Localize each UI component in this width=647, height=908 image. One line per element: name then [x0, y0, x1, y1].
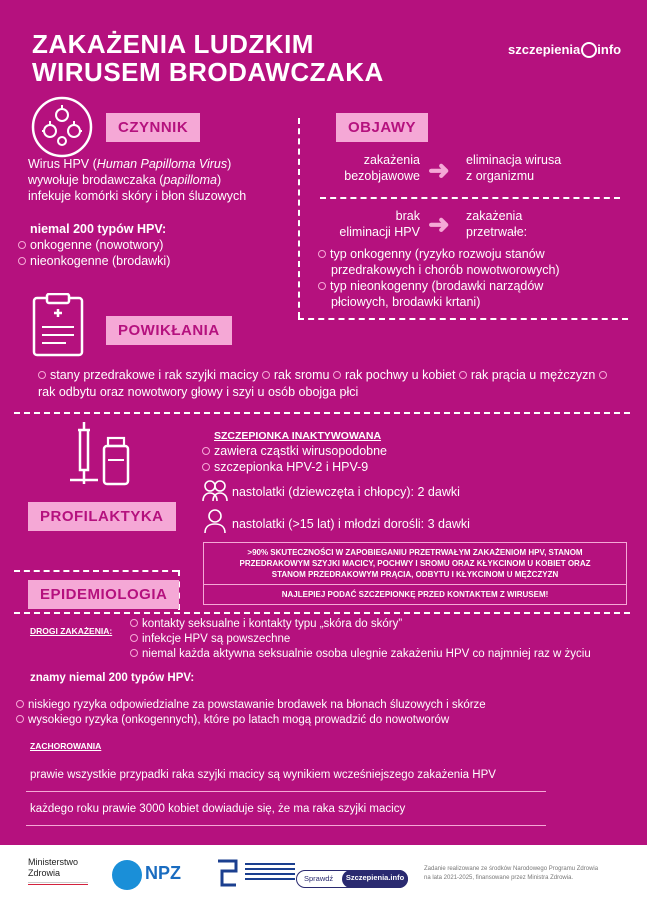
case-1: prawie wszystkie przypadki raka szyjki macicy są wynikiem wcześniejszego zakażenia HPV — [30, 769, 496, 781]
dose-teens: nastolatki (dziewczęta i chłopcy): 2 dawki — [232, 485, 460, 499]
list-item: nieonkogenne (brodawki) — [18, 253, 170, 269]
powiklania-badge: POWIKŁANIA — [106, 316, 232, 345]
arrow-right-icon: ➜ — [428, 209, 450, 239]
list-item: rak pochwy u kobiet — [333, 368, 455, 382]
divider — [14, 412, 630, 414]
list-item: zawiera cząstki wirusopodobne — [202, 443, 387, 459]
objawy-row1-right: eliminacja wirusa z organizmu — [466, 153, 562, 183]
cases-label: ZACHOROWANIA — [30, 741, 102, 751]
portal-link-button[interactable]: Sprawdź Szczepienia.info — [296, 870, 408, 888]
czynnik-types-list — [18, 237, 170, 269]
ministry-logo: Ministerstwo Zdrowia — [28, 857, 88, 885]
divider — [26, 825, 546, 826]
czynnik-badge: CZYNNIK — [106, 113, 200, 142]
list-item: kontakty seksualne i kontakty typu „skóra do skóry” — [130, 617, 630, 632]
dose-adults: nastolatki (>15 lat) i młodzi dorośli: 3 dawki — [232, 517, 470, 531]
syringe-vial-icon — [66, 420, 136, 488]
routes-label: DROGI ZAKAŻENIA: — [30, 626, 113, 636]
objawy-badge: OBJAWY — [336, 113, 428, 142]
funding-note: Zadanie realizowane ze środków Narodowego Programu Zdrowia na lata 2021-2025, finansowane przez Ministra Zdrowia. — [424, 866, 599, 881]
brand-circle-icon — [581, 42, 597, 58]
divider — [298, 318, 628, 320]
list-item: typ onkogenny (ryzyko rozwoju stanów — [318, 246, 633, 262]
list-item: infekcje HPV są powszechne — [130, 632, 630, 647]
list-item: rak prącia u mężczyzn — [459, 368, 595, 382]
case-2: każdego roku prawie 3000 kobiet dowiaduje się, że ma raka szyjki macicy — [30, 803, 406, 815]
institute-logo-icon — [214, 857, 240, 889]
epi-types-list — [16, 698, 616, 728]
epi-types-title: znamy niemal 200 typów HPV: — [30, 672, 195, 684]
adult-icon — [204, 508, 226, 534]
profilaktyka-badge: PROFILAKTYKA — [28, 502, 176, 531]
divider — [14, 612, 630, 614]
brand-logo: szczepienia info — [508, 42, 622, 57]
divider — [320, 197, 620, 199]
footer — [0, 845, 647, 908]
list-item: niemal każda aktywna seksualnie osoba ulegnie zakażeniu HPV co najmniej raz w życiu — [130, 647, 630, 662]
objawy-row2-right: zakażenia przetrwałe: — [466, 209, 528, 239]
virus-icon — [30, 95, 94, 159]
vaccine-list — [202, 443, 387, 475]
czynnik-types-title: niemal 200 typów HPV: — [30, 222, 167, 236]
objawy-bullets: typ onkogenny (ryzyko rozwoju stanów przedrakowych i chorób nowotworowych) typ nieonkogenny (brodawki narządów płciowych, brodawki krtani) — [318, 246, 633, 310]
arrow-right-icon: ➜ — [428, 155, 450, 185]
npz-logo: NPZ — [145, 863, 181, 883]
powiklania-list — [38, 367, 618, 401]
page-title: ZAKAŻENIA LUDZKIM WIRUSEM BRODAWCZAKA — [32, 29, 384, 87]
list-item: onkogenne (nowotwory) — [18, 237, 170, 253]
objawy-row2-left: brak eliminacji HPV — [339, 209, 420, 239]
czynnik-description: Wirus HPV (Human Papilloma Virus) wywołuje brodawczaka (papilloma) infekuje komórki skóry i błon śluzowych — [28, 157, 247, 203]
vaccine-heading: SZCZEPIONKA INAKTYWOWANA — [214, 430, 382, 442]
divider — [26, 791, 546, 792]
list-item: typ nieonkogenny (brodawki narządów — [318, 278, 633, 294]
npz-logo-icon — [112, 860, 142, 890]
clipboard-icon — [32, 293, 84, 357]
advice-box: NAJLEPIEJ PODAĆ SZCZEPIONKĘ PRZED KONTAKTEM Z WIRUSEM! — [203, 584, 627, 605]
list-item: rak sromu — [262, 368, 330, 382]
teens-icon — [202, 478, 228, 502]
list-item: wysokiego ryzyka (onkogennych), które po latach mogą prowadzić do nowotworów — [16, 713, 616, 728]
list-item: stany przedrakowe i rak szyjki macicy — [38, 368, 258, 382]
list-item: rak odbytu oraz nowotwory głowy i szyi u osób obojga płci — [38, 368, 611, 399]
list-item: niskiego ryzyka odpowiedzialne za powstawanie brodawek na błonach śluzowych i skórze — [16, 698, 616, 713]
institute-logo-text — [245, 860, 295, 883]
efficacy-box: >90% SKUTECZNOŚCI W ZAPOBIEGANIU PRZETRWAŁYM ZAKAŻENIOM HPV, STANOM PRZEDRAKOWYM SZYJKI MACICY, POCHWY I SROMU ORAZ KŁYKCINOM U KOBIET ORAZ STANOM PRZEDRAKOWYM PRĄCIA, ODBYTU I KŁYKCINOM U MĘŻCZYZN — [203, 542, 627, 585]
list-item: szczepionka HPV-2 i HPV-9 — [202, 459, 387, 475]
epidemiologia-badge: EPIDEMIOLOGIA — [28, 580, 179, 609]
divider — [14, 570, 178, 572]
objawy-row1-left: zakażenia bezobjawowe — [344, 153, 420, 183]
routes-list — [130, 617, 630, 662]
flag-icon — [28, 882, 88, 885]
divider — [298, 118, 300, 318]
